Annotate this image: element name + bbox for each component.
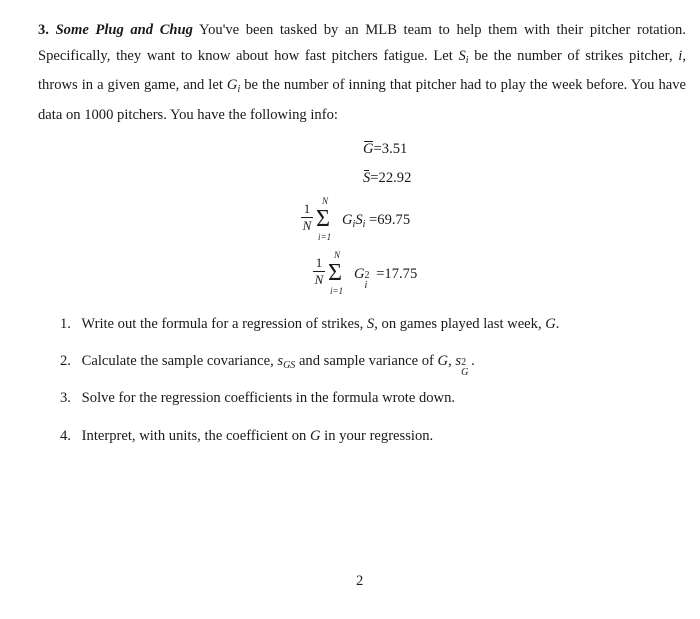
- question-text: and sample variance of: [295, 353, 438, 369]
- fraction-numerator-2: 1: [315, 255, 323, 270]
- g-bar-symbol: G: [363, 141, 374, 157]
- question-text: Write out the formula for a regression of strikes,: [81, 316, 367, 332]
- sum-g2-value: =17.75: [372, 266, 418, 282]
- sum-upper-limit: N: [322, 196, 329, 206]
- question-var: G: [545, 316, 556, 332]
- question-text: in your regression.: [320, 428, 434, 444]
- question-subscript: G: [461, 367, 469, 378]
- sum-gs-term: [342, 212, 410, 230]
- question-text: Interpret, with units, the coefficient on: [81, 428, 310, 444]
- equation-g-bar: [363, 141, 407, 158]
- var-i: i: [678, 47, 683, 64]
- term-g: G: [342, 212, 353, 228]
- question-text: , on games played last week,: [374, 316, 546, 332]
- var-g: G: [226, 77, 238, 93]
- term-g-squared: G: [354, 266, 365, 282]
- question-var: S: [366, 316, 375, 332]
- question-2: [60, 353, 475, 378]
- problem-number: 3.: [38, 22, 49, 38]
- page-number: 2: [356, 573, 364, 589]
- problem-text-2: be the number of strikes pitcher,: [468, 47, 679, 64]
- question-superscript: 2: [461, 357, 467, 368]
- subscript-i: i: [465, 54, 469, 66]
- fraction-denominator-2: N: [314, 272, 324, 287]
- problem-intro: You've been tasked by an MLB team to help them with their pitcher rotation. Specifically, they want to know about how fast pitchers fatigue. Let: [38, 22, 687, 64]
- term-s: S: [355, 212, 363, 228]
- question-var: G: [437, 353, 449, 369]
- sum-g2-term: [354, 266, 418, 291]
- sigma-symbol: Σ: [316, 206, 330, 232]
- question-var: s: [455, 353, 462, 369]
- equation-sum-g2: [312, 250, 452, 300]
- problem-title: Some Plug and Chug: [55, 22, 193, 38]
- question-text: Calculate the sample covariance,: [81, 353, 278, 369]
- superscript-2: 2: [364, 270, 370, 281]
- question-text: .: [471, 353, 475, 369]
- sum-lower-limit: i=1: [318, 232, 332, 242]
- subscript-i-g2: i: [364, 280, 368, 291]
- g-bar-value: =3.51: [373, 141, 408, 157]
- sigma-symbol-2: Σ: [328, 260, 342, 286]
- var-s: S: [458, 47, 466, 64]
- question-var: G: [309, 428, 321, 444]
- problem-paragraph: [38, 18, 686, 128]
- question-3: [60, 390, 455, 407]
- question-4: [60, 428, 433, 445]
- question-number: 2.: [60, 353, 71, 369]
- problem-text-4: be the number of inning that pitcher had to play the week before. You have data on 1000 pitchers. You have the following info:: [38, 77, 686, 123]
- term-s-subscript: i: [362, 219, 366, 230]
- question-var: s: [277, 353, 284, 369]
- problem-text-3: , throws in a given game, and let: [38, 47, 686, 93]
- subscript-i-2: i: [237, 84, 241, 95]
- term-g-subscript: i: [352, 219, 356, 230]
- question-subscript: GS: [283, 360, 296, 371]
- question-1: [60, 316, 559, 333]
- sum-gs-value: =69.75: [365, 212, 411, 228]
- s-bar-value: =22.92: [370, 170, 412, 186]
- question-text: .: [555, 316, 560, 332]
- question-text: ,: [448, 353, 456, 369]
- fraction-denominator: N: [302, 218, 312, 233]
- s-bar-symbol: S: [363, 170, 371, 186]
- question-number: 4.: [60, 428, 71, 444]
- fraction-numerator: 1: [303, 201, 311, 216]
- question-number: 1.: [60, 316, 71, 332]
- sum-lower-limit-2: i=1: [330, 286, 344, 296]
- equation-sum-gs: [300, 196, 440, 246]
- question-number: 3.: [60, 390, 71, 406]
- question-text: Solve for the regression coefficients in the formula wrote down.: [81, 390, 456, 406]
- equation-s-bar: [363, 170, 411, 187]
- sum-upper-limit-2: N: [334, 250, 341, 260]
